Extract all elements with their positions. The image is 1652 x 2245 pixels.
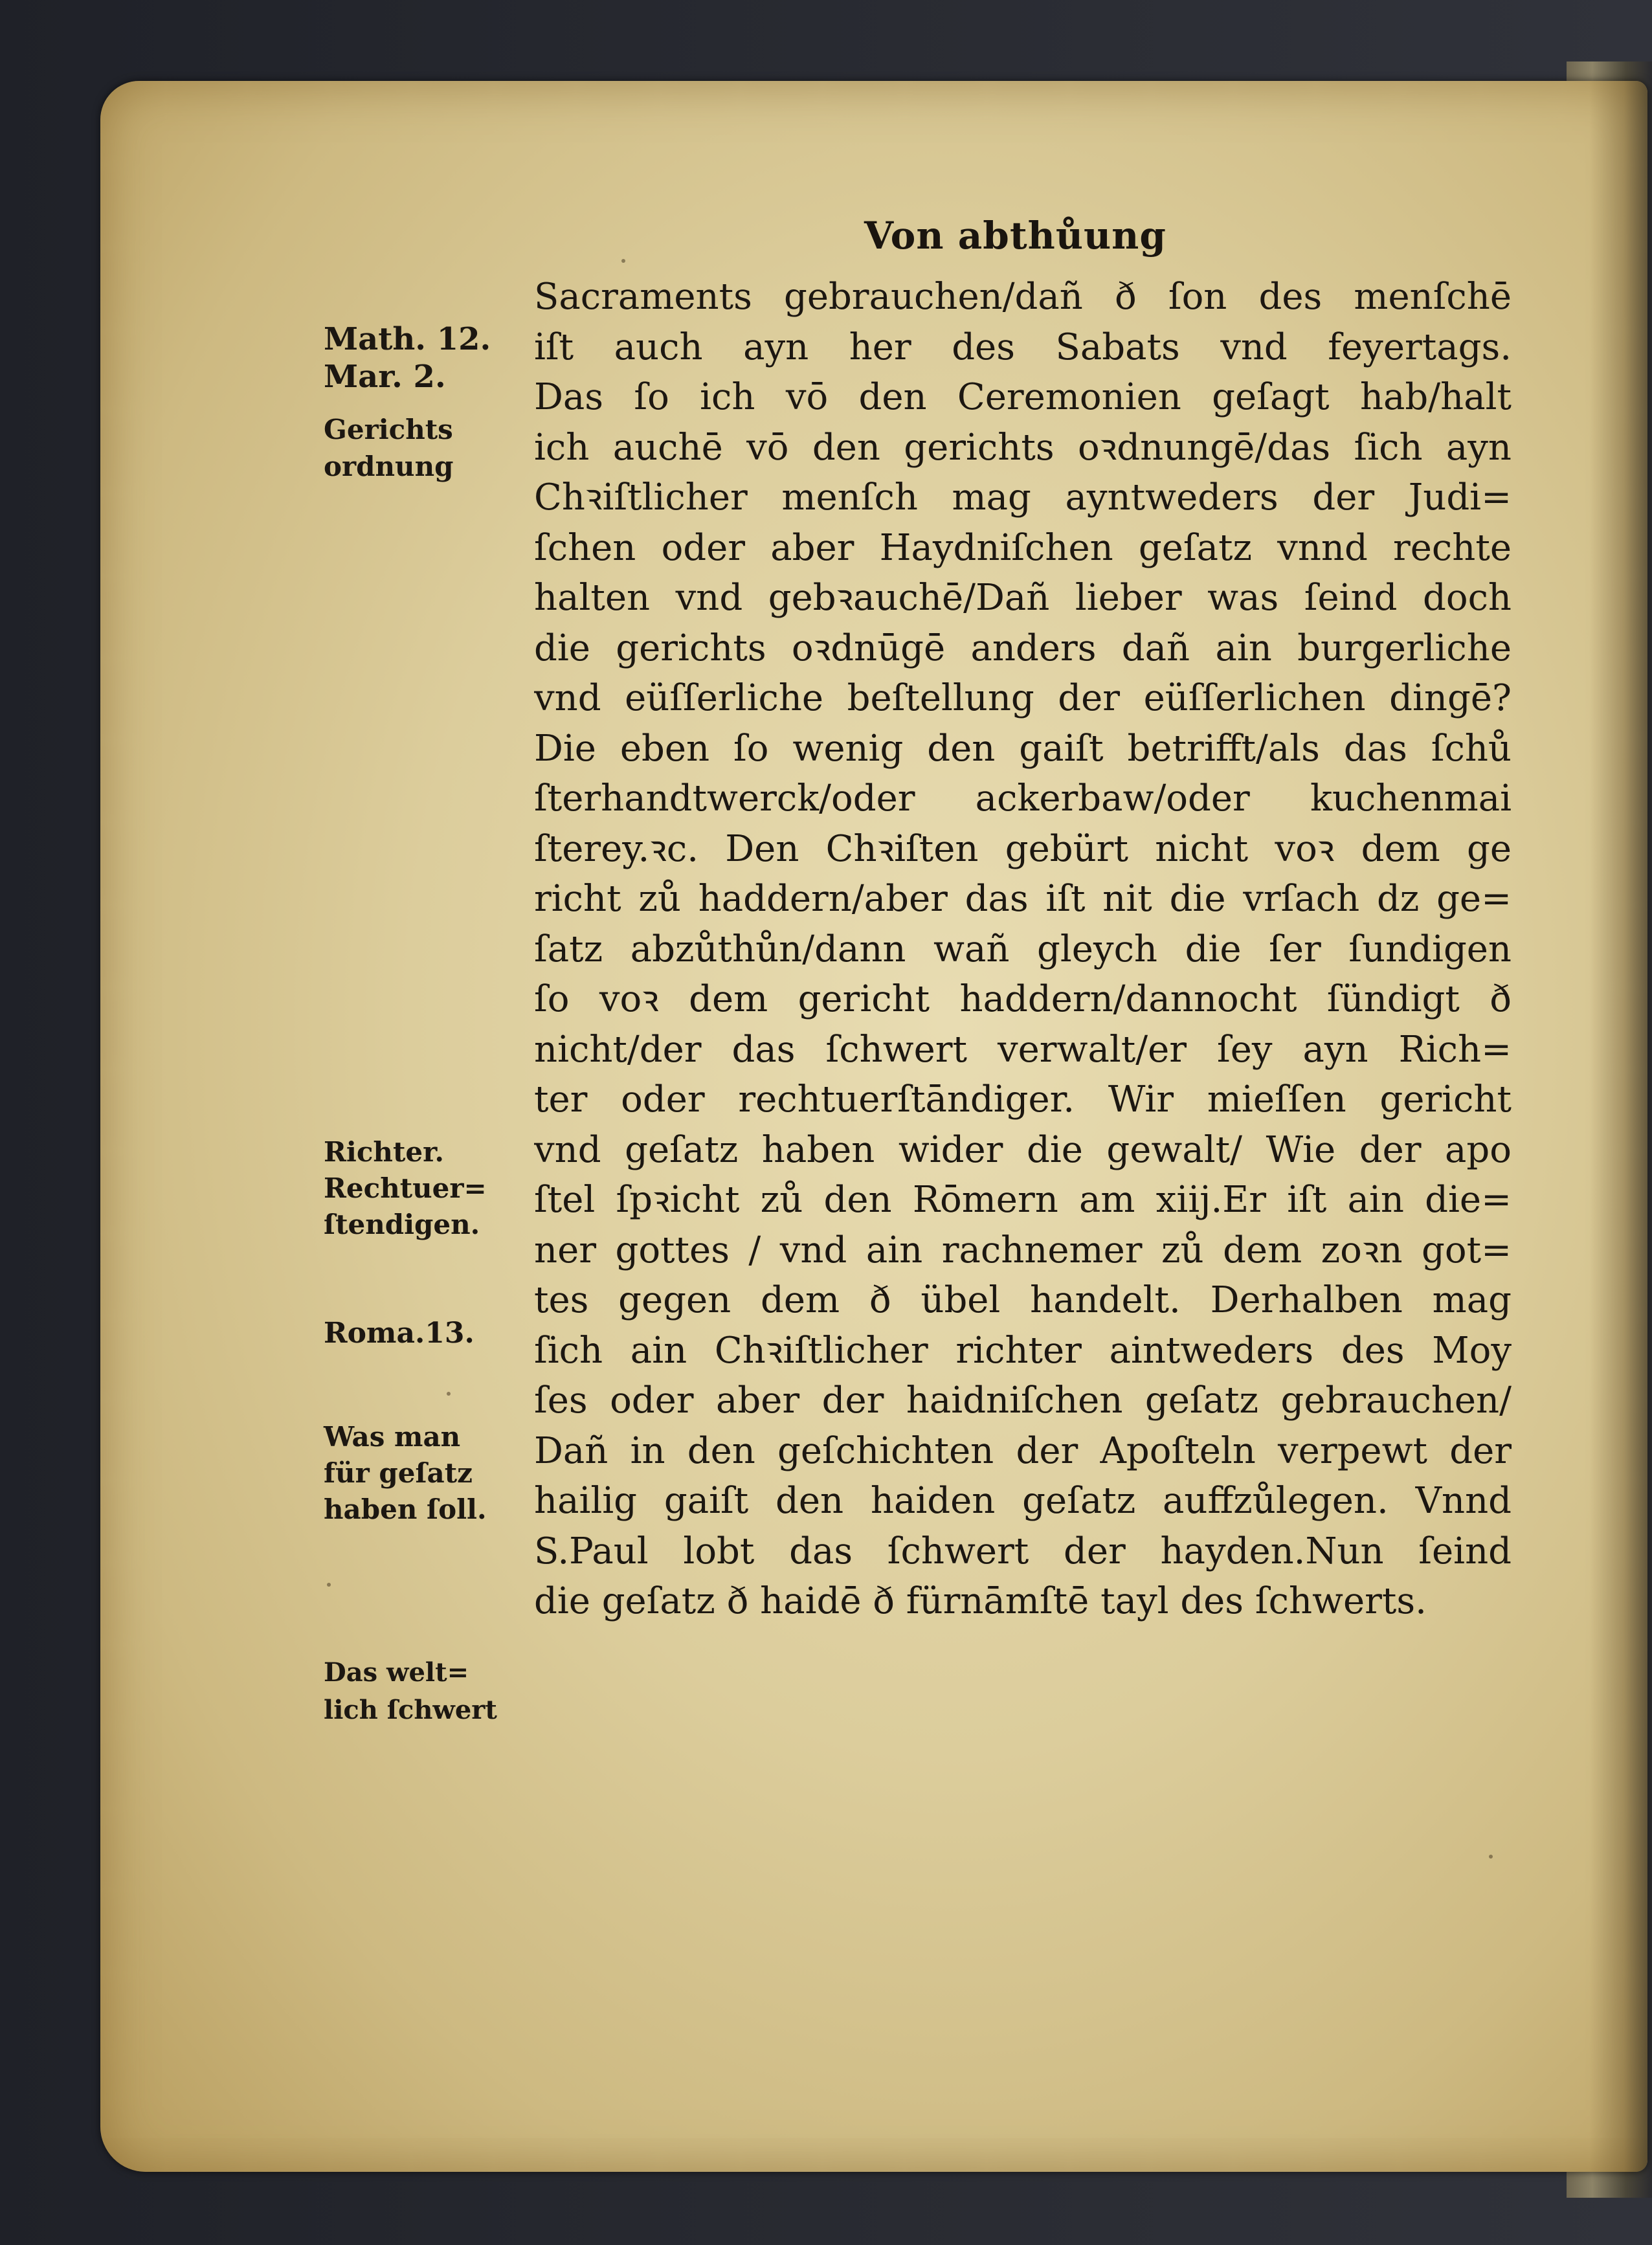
text-line: ner gottes / vnd ain rachnemer zů dem zoꝛn got= bbox=[534, 1229, 1512, 1271]
margin-note-line: Mar. 2. bbox=[324, 359, 446, 395]
text-line: ſo voꝛ dem gericht haddern/dannocht ſündigt ð bbox=[534, 978, 1512, 1020]
text-line: ſterhandtwerck/oder ackerbaw/oder kuchenmai bbox=[534, 777, 1512, 820]
main-text-block bbox=[534, 272, 1512, 1627]
text-line: Dañ in den geſchichten der Apoſteln verpewt der bbox=[534, 1429, 1512, 1472]
margin-note-line: Das welt= bbox=[324, 1657, 469, 1688]
text-line: vnd eüſſerliche beſtellung der eüſſerlichen dingē? bbox=[534, 677, 1512, 719]
margin-note-line: Gerichts bbox=[324, 414, 453, 445]
text-line: Chꝛiſtlicher menſch mag ayntweders der Judi= bbox=[534, 476, 1512, 519]
margin-note-gerichts bbox=[324, 411, 453, 485]
text-line: ſatz abzůthůn/dann wañ gleych die ſer ſundigen bbox=[534, 928, 1512, 970]
running-head: Von abthůung bbox=[864, 214, 1166, 258]
paper-speck bbox=[447, 1392, 451, 1396]
text-line: ſchen oder aber Haydniſchen geſatz vnnd rechte bbox=[534, 526, 1512, 569]
margin-note-weltlich bbox=[324, 1654, 497, 1729]
margin-note-line: lich ſchwert bbox=[324, 1695, 497, 1725]
margin-note-math bbox=[324, 320, 491, 396]
text-line: ter oder rechtuerſtāndiger. Wir mieſſen gericht bbox=[534, 1078, 1512, 1121]
text-line: richt zů haddern/aber das iſt nit die vrſach dz ge= bbox=[534, 878, 1512, 920]
text-line: ſich ain Chꝛiſtlicher richter aintweders des Moy bbox=[534, 1329, 1512, 1372]
margin-note-line: Rechtuer= bbox=[324, 1172, 487, 1204]
text-line: vnd geſatz haben wider die gewalt/ Wie der apo bbox=[534, 1128, 1512, 1171]
text-line: tes gegen dem ð übel handelt. Derhalben mag bbox=[534, 1279, 1512, 1321]
text-line: ich auchē vō den gerichts oꝛdnungē/das ſich ayn bbox=[534, 426, 1512, 469]
paper-speck bbox=[327, 1583, 331, 1587]
text-line: Das ſo ich vō den Ceremonien geſagt hab/halt bbox=[534, 376, 1512, 418]
text-line: die geſatz ð haidē ð fürnāmſtē tayl des ſchwerts. bbox=[534, 1580, 1427, 1622]
margin-note-line: Roma.13. bbox=[324, 1317, 474, 1350]
text-line: ſes oder aber der haidniſchen geſatz gebrauchen/ bbox=[534, 1379, 1512, 1422]
text-line: iſt auch ayn her des Sabats vnd feyertags. bbox=[534, 326, 1512, 368]
margin-note-line: für geſatz bbox=[324, 1457, 473, 1489]
margin-note-was-man bbox=[324, 1419, 487, 1528]
margin-note-richter bbox=[324, 1134, 487, 1243]
text-line: ſtel ſpꝛicht zů den Rōmern am xiij.Er iſt ain die= bbox=[534, 1179, 1512, 1221]
text-line: nicht/der das ſchwert verwalt/er ſey ayn Rich= bbox=[534, 1028, 1512, 1071]
margin-note-line: Richter. bbox=[324, 1136, 444, 1168]
margin-note-roma bbox=[324, 1314, 474, 1353]
text-line: Sacraments gebrauchen/dañ ð ſon des menſchē bbox=[534, 276, 1512, 318]
margin-note-line: Was man bbox=[324, 1421, 461, 1453]
margin-note-line: Math. 12. bbox=[324, 321, 491, 357]
text-line: ſterey.ꝛc. Den Chꝛiſten gebürt nicht voꝛ dem ge bbox=[534, 827, 1512, 870]
text-line: S.Paul lobt das ſchwert der hayden.Nun ſeind bbox=[534, 1530, 1512, 1572]
margin-note-line: haben ſoll. bbox=[324, 1493, 487, 1525]
margin-note-line: ſtendigen. bbox=[324, 1209, 480, 1240]
paper-speck bbox=[1489, 1855, 1493, 1859]
text-line: Die eben ſo wenig den gaiſt betrifft/als das ſchů bbox=[534, 727, 1512, 770]
text-line: hailig gaiſt den haiden geſatz auffzůlegen. Vnnd bbox=[534, 1480, 1512, 1522]
paper-speck bbox=[621, 259, 625, 263]
text-line: halten vnd gebꝛauchē/Dañ lieber was ſeind doch bbox=[534, 577, 1512, 619]
margin-note-line: ordnung bbox=[324, 451, 454, 482]
text-line: die gerichts oꝛdnūgē anders dañ ain burgerliche bbox=[534, 627, 1512, 669]
